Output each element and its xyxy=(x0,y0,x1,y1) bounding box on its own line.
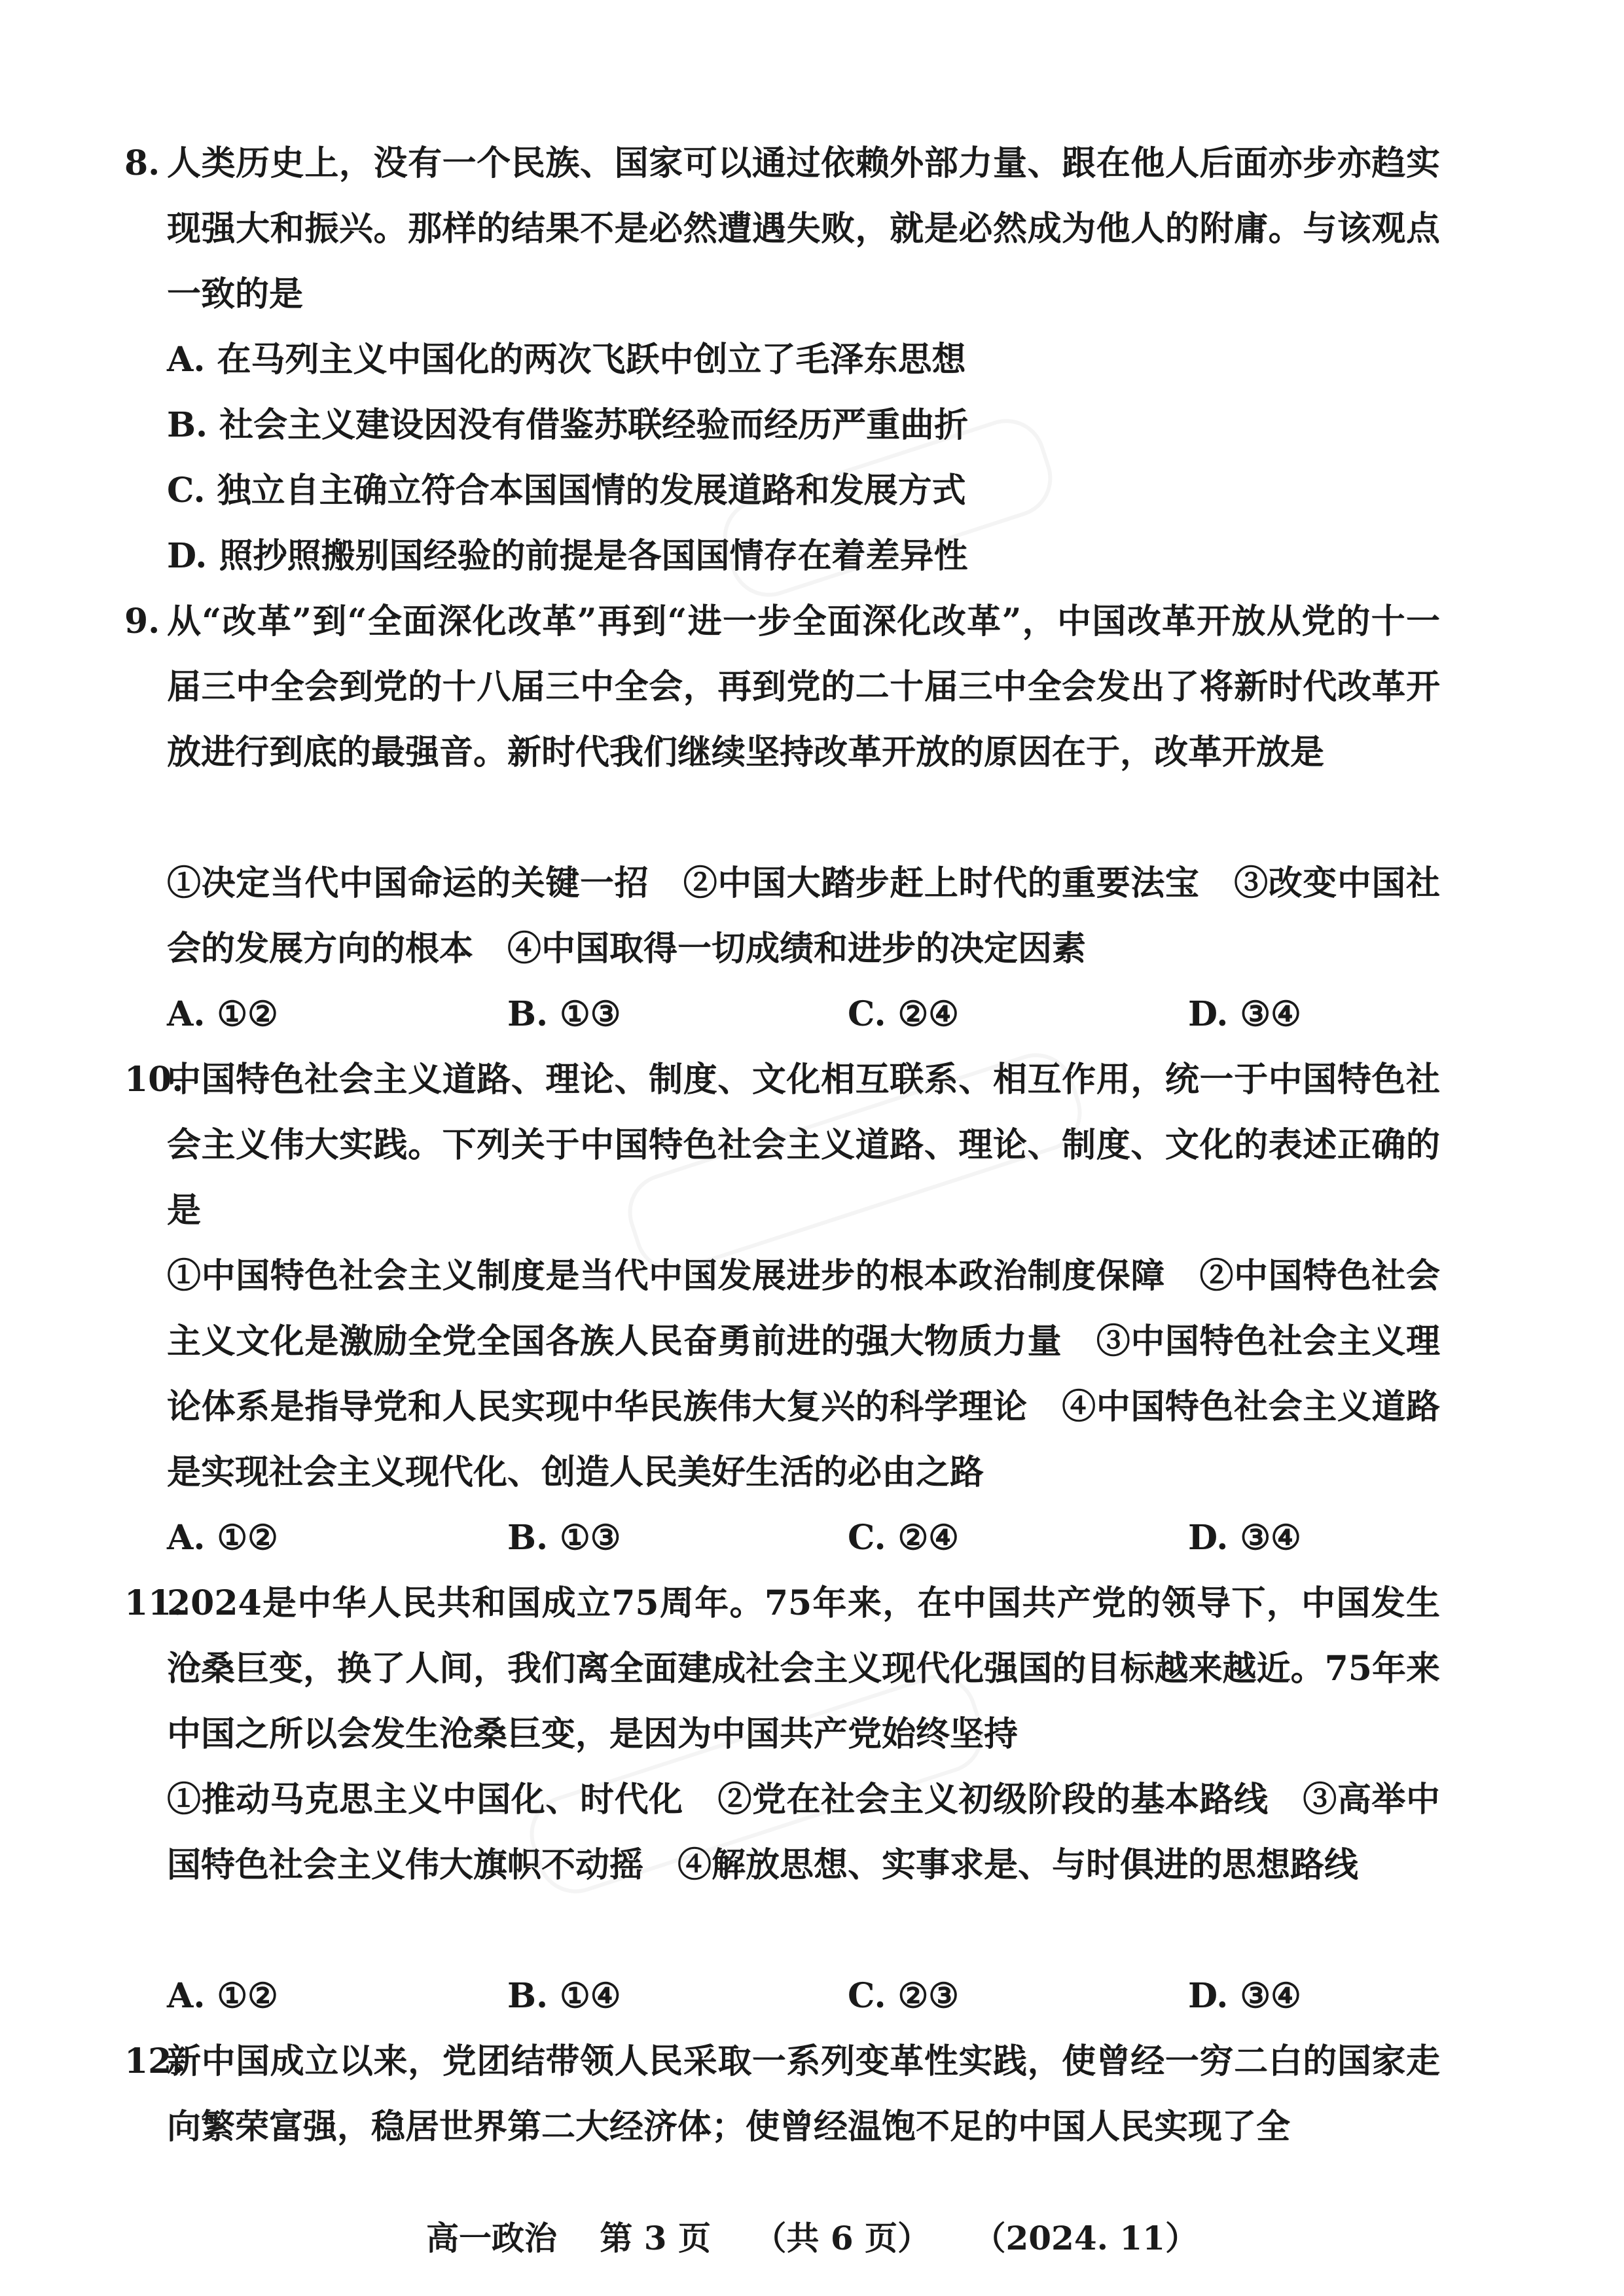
question-9-items: ①决定当代中国命运的关键一招 ②中国大踏步赶上时代的重要法宝 ③改变中国社会的发展方向的根本 ④中国取得一切成绩和进步的决定因素 xyxy=(167,863,1440,969)
footer-date: （2024. 11） xyxy=(973,2219,1199,2257)
q8-option-d: D. 照抄照搬别国经验的前提是各国国情存在着差异性 xyxy=(167,536,968,576)
footer-total: （共 6 页） xyxy=(753,2219,931,2257)
q9-choice-a: A. ①② xyxy=(167,994,278,1034)
q11-choice-c: C. ②③ xyxy=(848,1976,959,2016)
question-number: 11. xyxy=(124,1583,184,1623)
q10-choice-a: A. ①② xyxy=(167,1518,278,1558)
question-number: 12. xyxy=(124,2041,184,2081)
q8-option-c: C. 独立自主确立符合本国国情的发展道路和发展方式 xyxy=(167,471,966,511)
footer-subject: 高一政治 xyxy=(425,2219,557,2257)
q9-choice-b: B. ①③ xyxy=(507,994,621,1034)
q10-choices xyxy=(167,1505,1440,1571)
question-number: 8. xyxy=(124,143,160,183)
footer-page: 第 3 页 xyxy=(600,2219,711,2257)
question-10-items: ①中国特色社会主义制度是当代中国发展进步的根本政治制度保障 ②中国特色社会主义文化是激励全党全国各族人民奋勇前进的强大物质力量 ③中国特色社会主义理论体系是指导党和人民实现中华民族伟大复兴的科学理论 ④中国特色社会主义道路是实现社会主义现代化、创造人民美好生活的必由之路 xyxy=(167,1256,1440,1492)
question-number: 10. xyxy=(124,1060,184,1100)
q9-choice-c: C. ②④ xyxy=(848,994,959,1034)
q8-option-a: A. 在马列主义中国化的两次飞跃中创立了毛泽东思想 xyxy=(167,340,966,380)
question-11-items: ①推动马克思主义中国化、时代化 ②党在社会主义初级阶段的基本路线 ③高举中国特色社会主义伟大旗帜不动摇 ④解放思想、实事求是、与时俱进的思想路线 xyxy=(167,1780,1440,1885)
question-8-stem: 人类历史上，没有一个民族、国家可以通过依赖外部力量、跟在他人后面亦步亦趋实现强大和振兴。那样的结果不是必然遭遇失败，就是必然成为他人的附庸。与该观点一致的是 xyxy=(167,143,1440,314)
q10-choice-d: D. ③④ xyxy=(1188,1518,1301,1558)
q9-choice-d: D. ③④ xyxy=(1188,994,1301,1034)
q10-choice-b: B. ①③ xyxy=(507,1518,621,1558)
q8-option-b: B. 社会主义建设因没有借鉴苏联经验而经历严重曲折 xyxy=(167,405,969,445)
question-number: 9. xyxy=(124,601,160,641)
page-footer xyxy=(0,2212,1624,2265)
q11-choice-d: D. ③④ xyxy=(1188,1976,1301,2016)
question-10-stem: 中国特色社会主义道路、理论、制度、文化相互联系、相互作用，统一于中国特色社会主义伟大实践。下列关于中国特色社会主义道路、理论、制度、文化的表述正确的是 xyxy=(167,1060,1440,1230)
question-9-stem: 从“改革”到“全面深化改革”再到“进一步全面深化改革”，中国改革开放从党的十一届三中全会到党的十八届三中全会，再到党的二十届三中全会发出了将新时代改革开放进行到底的最强音。新时代我们继续坚持改革开放的原因在于，改革开放是 xyxy=(167,601,1440,772)
q11-choice-a: A. ①② xyxy=(167,1976,278,2016)
q9-choices xyxy=(167,982,1440,1047)
q11-choices xyxy=(167,1964,1440,2029)
q11-choice-b: B. ①④ xyxy=(507,1976,621,2016)
question-11-stem: 2024是中华人民共和国成立75周年。75年来，在中国共产党的领导下，中国发生沧桑巨变，换了人间，我们离全面建成社会主义现代化强国的目标越来越近。75年来中国之所以会发生沧桑巨变，是因为中国共产党始终坚持 xyxy=(167,1583,1440,1754)
question-12-stem: 新中国成立以来，党团结带领人民采取一系列变革性实践，使曾经一穷二白的国家走向繁荣富强，稳居世界第二大经济体；使曾经温饱不足的中国人民实现了全 xyxy=(167,2041,1440,2147)
q10-choice-c: C. ②④ xyxy=(848,1518,959,1558)
